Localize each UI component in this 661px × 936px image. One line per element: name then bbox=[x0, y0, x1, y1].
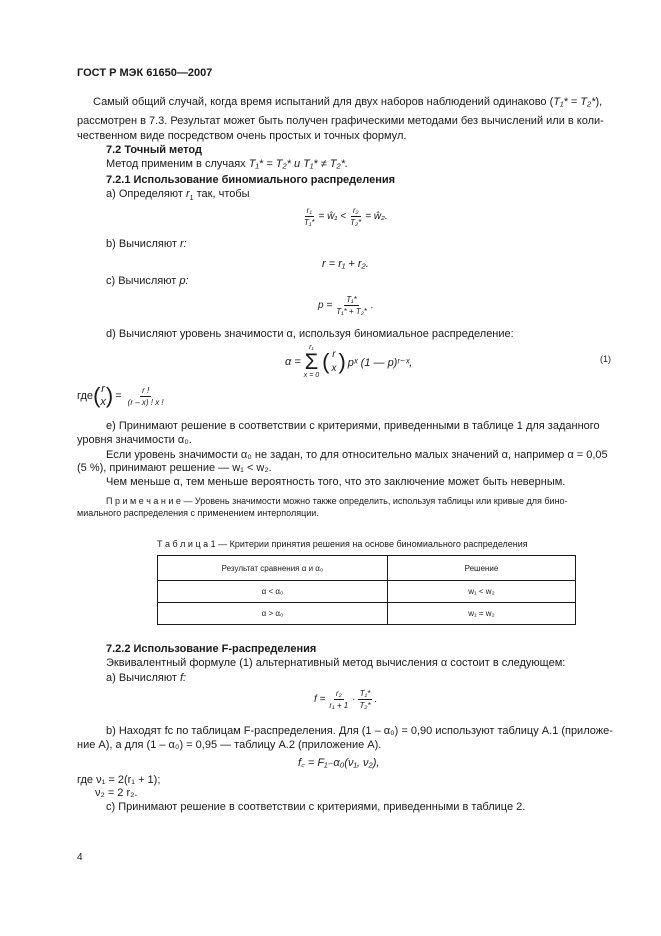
table-cell: α < α₀ bbox=[158, 581, 388, 603]
where-open-icon: ( bbox=[93, 383, 101, 408]
f5-den1: r₁ + 1 bbox=[329, 701, 349, 710]
f3-num: T₁* bbox=[346, 295, 357, 304]
table-cell: w₁ < w₂ bbox=[387, 581, 575, 603]
item-b2-line-2: ние А), а для (1 – α₀) = 0,95 — таблицу А.2 (приложение А). bbox=[77, 739, 382, 751]
nu-1: где ν₁ = 2(r₁ + 1); bbox=[77, 774, 161, 786]
formula-ratio bbox=[300, 205, 388, 228]
item-e-line-2: уровня значимости α₀. bbox=[77, 434, 192, 446]
f3-den: T₁* + T₂* bbox=[336, 307, 367, 316]
f5-dot: · bbox=[352, 694, 356, 705]
table-header-row bbox=[158, 556, 576, 581]
f4-binom-top: r bbox=[332, 349, 336, 360]
table-cell: w₁ = w₂ bbox=[387, 603, 575, 625]
note-line-1: — Уровень значимости можно также определить, используя таблицы или кривые для бино- bbox=[180, 496, 568, 506]
f5-num2: T₁* bbox=[359, 689, 371, 698]
formula-fc: f꜀ = F₁₋α₀(ν₁, ν₂), bbox=[298, 757, 380, 769]
formula-p bbox=[318, 294, 374, 317]
f4-binom-bot: x bbox=[331, 363, 337, 374]
item-b-var: r: bbox=[179, 238, 187, 250]
section-7-2-title: 7.2 Точный метод bbox=[106, 144, 202, 156]
item-a2 bbox=[106, 672, 186, 685]
table-header-cell: Результат сравнения α и α₀ bbox=[158, 556, 388, 581]
where-eq: = bbox=[115, 390, 122, 402]
binom-open-icon: ( bbox=[322, 349, 330, 374]
f5-end: . bbox=[374, 694, 378, 705]
item-e-line-1: е) Принимают решение в соответствии с критериями, приведенными в таблице 1 для заданного bbox=[106, 420, 600, 432]
item-c-var: p: bbox=[179, 275, 189, 287]
f1-den1: T₁* bbox=[304, 218, 315, 227]
f3-lhs: p = bbox=[318, 300, 333, 311]
table-caption-text: — Критерии принятия решения на основе биномиального распределения bbox=[215, 539, 528, 549]
para-1-line-1: Если уровень значимости α₀ не задан, то для относительно малых значений α, например α = 0,05 bbox=[106, 449, 608, 461]
item-c-text: с) Вычисляют bbox=[106, 275, 177, 287]
nu-2: ν₂ = 2 r₂. bbox=[95, 787, 138, 799]
where-label: где bbox=[77, 390, 94, 402]
table-caption bbox=[157, 538, 528, 551]
item-a-var: r bbox=[186, 188, 190, 200]
note-line-2: миального распределения с применением интерполяции. bbox=[77, 508, 319, 518]
section-7-2-1-title: 7.2.1 Использование биномиального распределения bbox=[106, 174, 396, 186]
where-binom-top: r bbox=[101, 383, 105, 395]
page-number: 4 bbox=[77, 852, 83, 863]
item-d: d) Вычисляют уровень значимости α, используя биномиальное распределение: bbox=[106, 328, 514, 340]
sum-icon: Σ bbox=[304, 349, 319, 374]
item-b2-line-1: b) Находят fc по таблицам F-распределения. Для (1 – α₀) = 0,90 используют таблицу А.1 (приложе- bbox=[106, 725, 613, 737]
where-binom-bot: x bbox=[100, 396, 106, 408]
f5-den2: T₂* bbox=[359, 701, 371, 710]
table-row bbox=[158, 603, 576, 625]
where-num: r ! bbox=[142, 385, 150, 395]
item-c2: с) Принимают решение в соответствии с критериями, приведенными в таблице 2. bbox=[106, 801, 526, 813]
f4-sum-bot: x = 0 bbox=[303, 372, 320, 379]
equation-number-1: (1) bbox=[600, 354, 611, 364]
table-row bbox=[158, 581, 576, 603]
f1-end: = ŵ₂. bbox=[365, 211, 388, 222]
para-1-line-2: (5 %), принимают решение — w₁ < w₂. bbox=[77, 462, 272, 474]
table-header-cell: Решение bbox=[387, 556, 575, 581]
item-a: а) Определяют $r_1$ так, чтобы bbox=[106, 188, 250, 203]
f4-sum-top: r₁ bbox=[309, 344, 314, 351]
intro-end: ), bbox=[595, 96, 603, 108]
formula-alpha bbox=[285, 344, 412, 380]
table-caption-label: Т а б л и ц а 1 bbox=[157, 539, 216, 549]
f1-num2: r₂ bbox=[352, 206, 359, 215]
intro-math: T₁* = T₂* bbox=[553, 96, 596, 108]
criteria-table bbox=[157, 555, 576, 625]
intro-line-1 bbox=[93, 96, 602, 109]
intro-line-2: рассмотрен в 7.3. Результат может быть получен графическими методами без вычислений или в коли- bbox=[77, 115, 604, 127]
item-b bbox=[106, 238, 187, 251]
f4-rhs: pˣ (1 — p)ʳ⁻ˣ, bbox=[347, 356, 413, 369]
f4-lhs: α = bbox=[285, 356, 301, 368]
item-a-text: а) Определяют bbox=[106, 188, 183, 200]
item-b-text: b) Вычисляют bbox=[106, 238, 177, 250]
f5-num1: r₂ bbox=[335, 689, 342, 698]
section-7-2-2-text: Эквивалентный формуле (1) альтернативный метод вычисления α состоит в следующем: bbox=[106, 657, 566, 669]
table-cell: α > α₀ bbox=[158, 603, 388, 625]
item-a-text2: так, чтобы bbox=[196, 188, 250, 200]
document-header: ГОСТ Р МЭК 61650—2007 bbox=[77, 67, 213, 79]
f3-end: . bbox=[370, 300, 374, 311]
section-7-2-text bbox=[106, 158, 348, 171]
s72-math: T₁* = T₂* и T₁* ≠ T₂*. bbox=[248, 158, 349, 170]
item-c bbox=[106, 275, 189, 288]
note-label: П р и м е ч а н и е bbox=[106, 496, 181, 506]
para-2: Чем меньше α, тем меньше вероятность того, что это заключение может быть неверным. bbox=[106, 476, 566, 488]
section-7-2-2-title: 7.2.2 Использование F-распределения bbox=[106, 643, 317, 655]
item-a2-text: а) Вычисляют bbox=[106, 672, 177, 684]
formula-f bbox=[314, 688, 377, 711]
where-close-icon: ) bbox=[105, 383, 114, 408]
f1-den2: T₂* bbox=[350, 218, 362, 227]
f5-lhs: f = bbox=[314, 694, 326, 705]
where-binomial bbox=[77, 383, 168, 409]
binom-close-icon: ) bbox=[338, 349, 346, 374]
formula-r-sum: r = r₁ + r₂. bbox=[322, 258, 369, 270]
s72-text: Метод применим в случаях bbox=[106, 158, 246, 170]
intro-text: Самый общий случай, когда время испытаний для двух наборов наблюдений одинаково ( bbox=[93, 96, 554, 108]
f1-mid: = ŵ₁ < bbox=[318, 211, 347, 222]
where-den: (r – x) ! x ! bbox=[127, 397, 164, 407]
item-a2-var: f: bbox=[179, 672, 187, 684]
f1-num1: r₁ bbox=[306, 206, 312, 215]
intro-line-3: чественном виде посредством очень простых и точных формул. bbox=[77, 130, 407, 142]
